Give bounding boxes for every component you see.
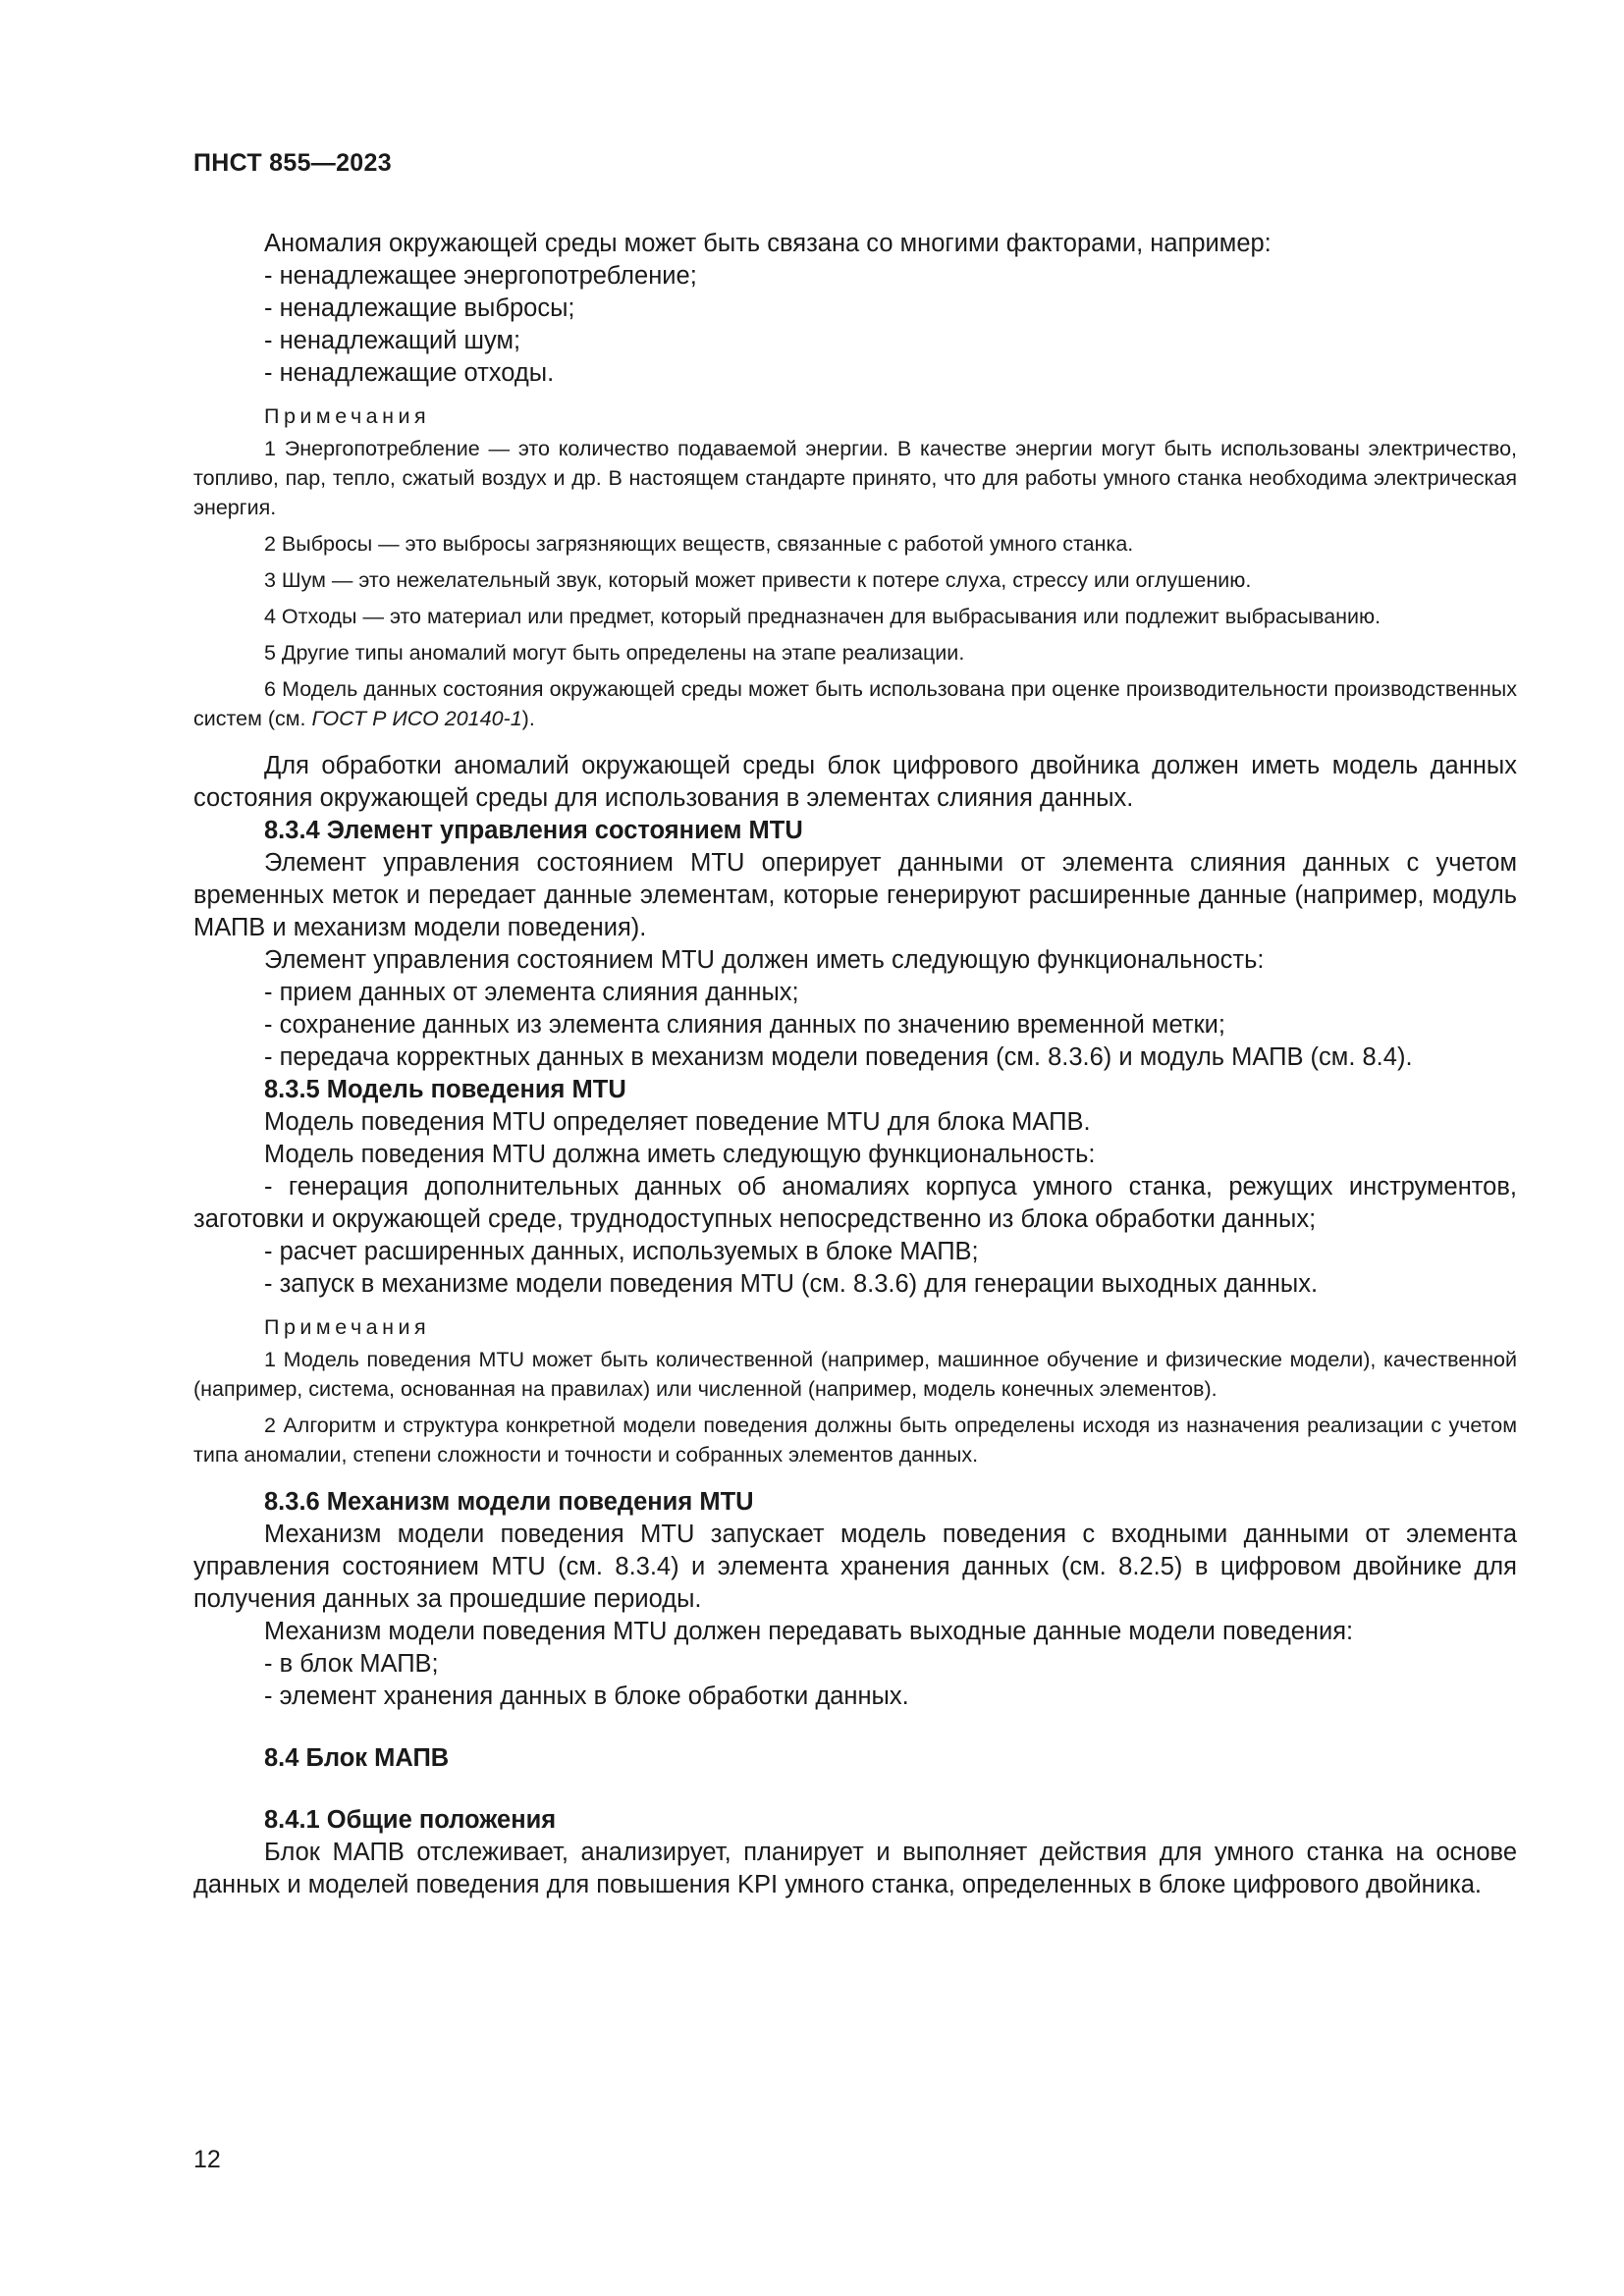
page-body	[193, 228, 1517, 1901]
note-item: 4 Отходы — это материал или предмет, который предназначен для выбрасывания или подлежит выбрасыванию.	[264, 605, 1381, 628]
note-item: 1 Модель поведения MTU может быть количественной (например, машинное обучение и физические модели), качественной (например, система, основанная на правилах) или численной (например, модель конечных элементов).	[193, 1348, 1517, 1401]
body-paragraph: Элемент управления состоянием MTU оперирует данными от элемента слияния данных с учетом временных меток и передает данные элементам, которые генерируют расширенные данные (например, модуль МАПВ и механизм модели поведения).	[193, 849, 1517, 941]
body-paragraph: Блок МАПВ отслеживает, анализирует, планирует и выполняет действия для умного станка на основе данных и моделей поведения для повышения KPI умного станка, определенных в блоке цифрового двойника.	[193, 1839, 1517, 1898]
list-item: - ненадлежащие отходы.	[264, 359, 555, 387]
standard-reference: ГОСТ Р ИСО 20140-1	[311, 707, 522, 730]
note-text: 6 Модель данных состояния окружающей среды может быть использована при оценке производительности производственных систем (см.	[193, 677, 1517, 730]
list-item: - генерация дополнительных данных об аномалиях корпуса умного станка, режущих инструментов, заготовки и окружающей среде, труднодоступных непосредственно из блока обработки данных;	[193, 1173, 1517, 1233]
section-heading-8-3-5: 8.3.5 Модель поведения MTU	[264, 1076, 626, 1103]
list-item: - в блок МАПВ;	[264, 1650, 439, 1678]
body-paragraph: Механизм модели поведения MTU запускает модель поведения с входными данными от элемента управления состоянием MTU (см. 8.3.4) и элемента хранения данных (см. 8.2.5) в цифровом двойнике для получения данных за прошедшие периоды.	[193, 1521, 1517, 1613]
note-item: 5 Другие типы аномалий могут быть определены на этапе реализации.	[264, 641, 965, 665]
section-heading-8-3-4: 8.3.4 Элемент управления состоянием MTU	[264, 817, 803, 844]
list-item: - прием данных от элемента слияния данных;	[264, 979, 799, 1006]
body-paragraph: Для обработки аномалий окружающей среды блок цифрового двойника должен иметь модель данных состояния окружающей среды для использования в элементах слияния данных.	[193, 752, 1517, 812]
document-code: ПНСТ 855—2023	[193, 149, 392, 177]
note-item: 2 Алгоритм и структура конкретной модели поведения должны быть определены исходя из назначения реализации с учетом типа аномалии, степени сложности и точности и собранных элементов данных.	[193, 1414, 1517, 1467]
body-paragraph: Механизм модели поведения MTU должен передавать выходные данные модели поведения:	[264, 1618, 1354, 1645]
body-paragraph: Модель поведения MTU должна иметь следующую функциональность:	[264, 1141, 1096, 1168]
intro-paragraph: Аномалия окружающей среды может быть связана со многими факторами, например:	[264, 230, 1272, 257]
section-heading-8-4: 8.4 Блок МАПВ	[264, 1744, 450, 1772]
note-item: 2 Выбросы — это выбросы загрязняющих веществ, связанные с работой умного станка.	[264, 532, 1134, 556]
note-item: 3 Шум — это нежелательный звук, который может привести к потере слуха, стрессу или оглушению.	[264, 568, 1252, 592]
list-item: - передача корректных данных в механизм модели поведения (см. 8.3.6) и модуль МАПВ (см. 8.4).	[264, 1043, 1413, 1071]
body-paragraph: Модель поведения MTU определяет поведение MTU для блока МАПВ.	[264, 1108, 1091, 1136]
note-item: 1 Энергопотребление — это количество подаваемой энергии. В качестве энергии могут быть использованы электричество, топливо, пар, тепло, сжатый воздух и др. В настоящем стандарте принято, что для работы умного станка необходима электрическая энергия.	[193, 437, 1517, 519]
list-item: - сохранение данных из элемента слияния данных по значению временной метки;	[264, 1011, 1225, 1039]
notes-heading: Примечания	[264, 404, 431, 428]
body-paragraph: Элемент управления состоянием MTU должен иметь следующую функциональность:	[264, 946, 1265, 974]
page-number: 12	[193, 2146, 221, 2173]
section-heading-8-4-1: 8.4.1 Общие положения	[264, 1806, 557, 1834]
note-text: ).	[521, 707, 535, 730]
list-item: - ненадлежащий шум;	[264, 327, 521, 354]
list-item: - ненадлежащее энергопотребление;	[264, 262, 697, 290]
notes-heading: Примечания	[264, 1315, 431, 1339]
list-item: - элемент хранения данных в блоке обработки данных.	[264, 1682, 909, 1710]
section-heading-8-3-6: 8.3.6 Механизм модели поведения MTU	[264, 1488, 754, 1516]
list-item: - запуск в механизме модели поведения MTU (см. 8.3.6) для генерации выходных данных.	[264, 1270, 1319, 1298]
note-item	[193, 674, 1517, 733]
list-item: - ненадлежащие выбросы;	[264, 294, 575, 322]
list-item: - расчет расширенных данных, используемых в блоке МАПВ;	[264, 1238, 979, 1265]
